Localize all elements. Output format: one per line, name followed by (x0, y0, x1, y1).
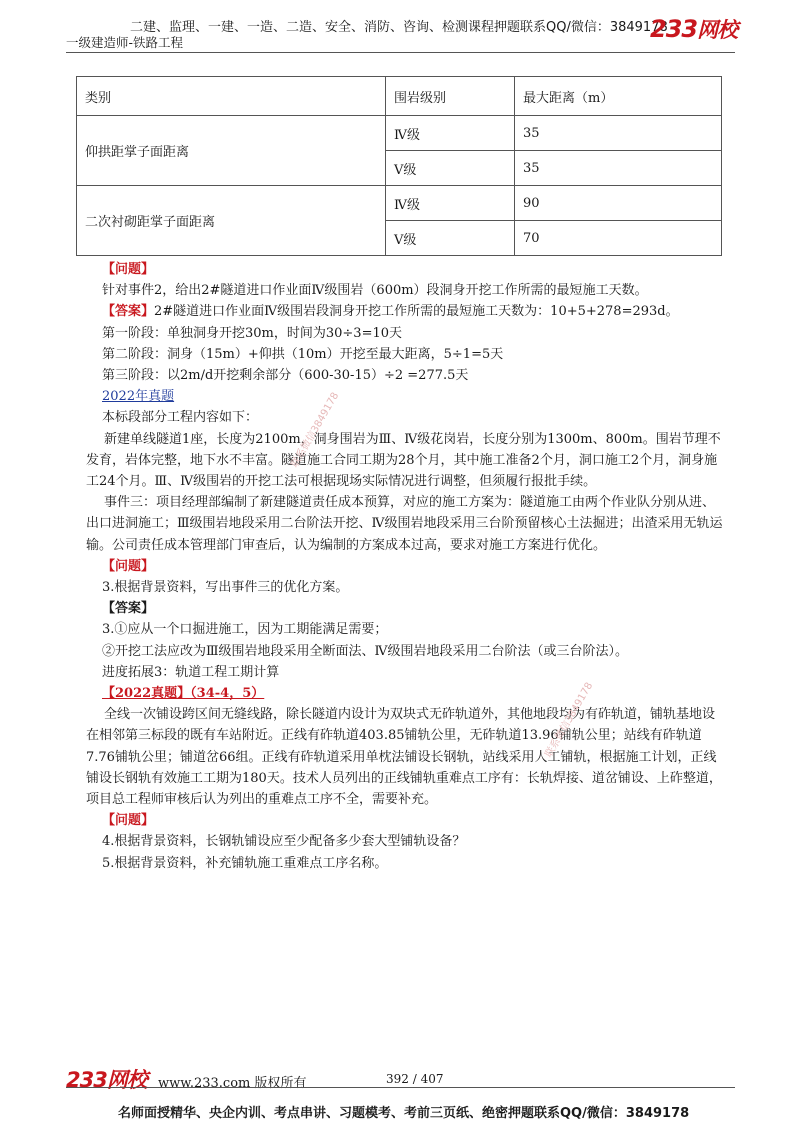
header-promo-line: 二建、监理、一建、一造、二造、安全、消防、咨询、检测课程押题联系QQ/微信：3849178 (130, 20, 668, 35)
stage-line: 第二阶段：洞身（15m）+仰拱（10m）开挖至最大距离，5÷1=5天 (102, 346, 504, 362)
watermark: 联系微信3849178 (543, 680, 596, 760)
document-subtitle: 一级建造师-铁路工程 (66, 35, 184, 50)
table-header-cell: 类别 (77, 77, 386, 116)
background-paragraph: 新建单线隧道1座，长度为2100m，洞身围岩为Ⅲ、Ⅳ级花岗岩，长度分别为1300m、800m。围岩节理不发育，岩体完整，地下水不丰富。隧道施工合同工期为28个月，其中施工准备2个月，洞口施工2个月，洞身施工24个月。Ⅲ、Ⅳ级围岩的开挖工法可根据现场实际情况进行调整，但须履行报批手续。 (86, 431, 721, 490)
table-cell-category: 二次衬砌距掌子面距离 (77, 186, 386, 256)
table-cell-distance: 70 (515, 221, 722, 256)
table-cell-distance: 90 (515, 186, 722, 221)
answer-tag: 【答案】 (102, 601, 155, 617)
question-tag: 【问题】 (102, 262, 155, 277)
watermark: 联系微信3849178 (289, 390, 342, 470)
table-header-row (77, 77, 722, 116)
answer-line: 3.①应从一个口掘进施工，因为工期能满足需要； (102, 622, 388, 638)
footer-divider (66, 1087, 735, 1088)
footer-logo[interactable]: 233网校 (66, 1068, 147, 1092)
table-cell-grade: Ⅴ级 (386, 221, 515, 256)
question-tag: 【问题】 (102, 558, 155, 574)
table-cell-grade: Ⅳ级 (386, 186, 515, 221)
table-row (77, 116, 722, 151)
background-paragraph: 全线一次铺设跨区间无缝线路，除长隧道内设计为双块式无砟轨道外，其他地段均为有砟轨道，铺轨基地设在相邻第三标段的既有车站附近。正线有砟轨道403.85铺轨公里，无砟轨道13.96铺轨公里；站线有砟轨道7.76铺轨公里；铺道岔66组。正线有砟轨道采用单枕法铺设长钢轨，站线采用人工铺轨，根据施工计划，正线铺设长钢轨有效施工工期为180天。技术人员列出的正线铺轨重难点工序有：长轨焊接、道岔铺设、上砟整道，项目总工程师审核后认为列出的重难点工序不全，需要补充。 (86, 707, 722, 808)
table-cell-grade: Ⅴ级 (386, 151, 515, 186)
footer-promo-line: 名师面授精华、央企内训、考点串讲、习题模考、考前三页纸、绝密押题联系QQ/微信：3849178 (118, 1106, 690, 1121)
page-number: 392 / 407 (386, 1072, 444, 1086)
distance-table (76, 76, 722, 256)
table-header-cell: 最大距离（m） (515, 77, 722, 116)
intro-line: 本标段部分工程内容如下： (102, 410, 259, 426)
event-paragraph: 事件三：项目经理部编制了新建隧道责任成本预算，对应的施工方案为：隧道施工由两个作业队分别从进、出口进洞施工；Ⅲ级围岩地段采用二台阶法开挖、Ⅳ级围岩地段采用三台阶预留核心土法掘进；出渣采用无轨运输。公司责任成本管理部门审查后，认为编制的方案成本过高，要求对施工方案进行优化。 (86, 495, 723, 553)
site-logo[interactable]: 233网校 (650, 15, 738, 43)
table-cell-distance: 35 (515, 116, 722, 151)
stage-line: 第三阶段：以2m/d开挖剩余部分（600-30-15）÷2 =277.5天 (102, 368, 469, 384)
table-header-cell: 围岩级别 (386, 77, 515, 116)
answer-line: ②开挖工法应改为Ⅲ级围岩地段采用全断面法、Ⅳ级围岩地段采用二台阶法（或三台阶法）。 (102, 643, 629, 659)
question-text: 3.根据背景资料，写出事件三的优化方案。 (102, 580, 349, 596)
header-divider (66, 52, 735, 53)
question-text: 针对事件2，给出2#隧道进口作业面Ⅳ级围岩（600m）段洞身开挖工作所需的最短施工天数。 (102, 283, 648, 299)
year-heading: 2022年真题 (102, 389, 175, 405)
table-cell-distance: 35 (515, 151, 722, 186)
section-heading: 进度拓展3：轨道工程工期计算 (102, 664, 280, 680)
stage-line: 第一阶段：单独洞身开挖30m，时间为30÷3=10天 (102, 325, 403, 341)
answer-paragraph: 【答案】2#隧道进口作业面Ⅳ级围岩段洞身开挖工作所需的最短施工天数为：10+5+278=293d。 (102, 304, 679, 320)
question-text: 4.根据背景资料，长钢轨铺设应至少配备多少套大型铺轨设备？ (102, 834, 466, 850)
table-cell-category: 仰拱距掌子面距离 (77, 116, 386, 186)
question-text: 5.根据背景资料，补充铺轨施工重难点工序名称。 (102, 855, 388, 871)
table-row (77, 186, 722, 221)
question-tag: 【问题】 (102, 813, 155, 829)
year-heading: 【2022真题】（34-4，5） (102, 686, 265, 702)
footer-site[interactable]: www.233.com 版权所有 (158, 1076, 307, 1091)
document-body (86, 259, 726, 874)
table-cell-grade: Ⅳ级 (386, 116, 515, 151)
